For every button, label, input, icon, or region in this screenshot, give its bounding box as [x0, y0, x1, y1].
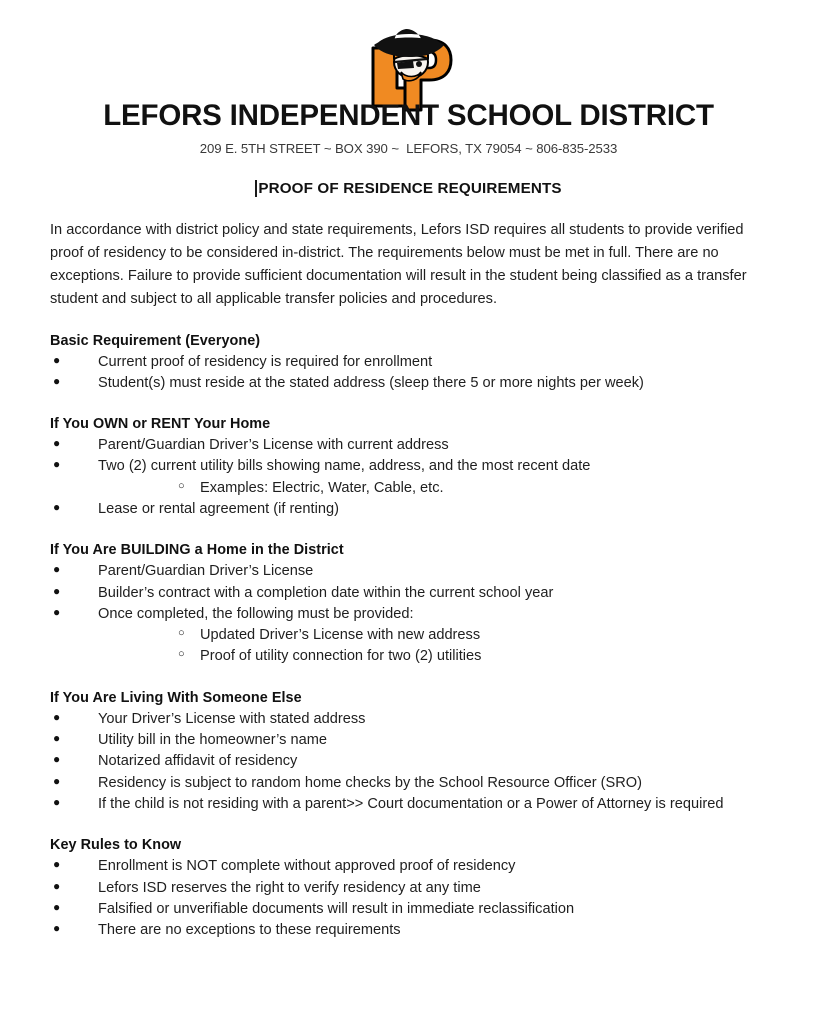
list-item [50, 773, 771, 794]
sections-container [50, 333, 771, 942]
requirement-section [50, 837, 771, 941]
list-item [50, 878, 771, 899]
hollow-bullet-icon: ○ [178, 627, 185, 640]
list-item [50, 604, 771, 625]
requirement-list [50, 709, 771, 815]
section-heading: If You Are BUILDING a Home in the District [50, 542, 344, 559]
bullet-icon: ● [53, 899, 61, 914]
list-item [50, 352, 771, 373]
list-item-text: Student(s) must reside at the stated address (sleep there 5 or more nights per week) [98, 374, 644, 391]
list-item [50, 456, 771, 477]
bullet-icon: ● [53, 604, 61, 619]
hollow-bullet-icon: ○ [178, 648, 185, 661]
sub-list-item [50, 646, 771, 667]
sub-list-item [50, 478, 771, 499]
document-title-row [0, 180, 817, 197]
bullet-icon: ● [53, 709, 61, 724]
list-item-text: Your Driver’s License with stated address [98, 710, 366, 727]
list-item-text: Builder’s contract with a completion date within the current school year [98, 584, 554, 601]
list-item-text: If the child is not residing with a parent>> Court documentation or a Power of Attorney is required [98, 795, 724, 812]
district-address-line: 209 E. 5TH STREET ~ BOX 390 ~ LEFORS, TX 79054 ~ 806-835-2533 [199, 141, 618, 157]
list-item [50, 499, 771, 520]
intro-paragraph: In accordance with district policy and state requirements, Lefors ISD requires all students to provide verified proof of residency to be considered in-district. The requirements below must be met in full. There are no exceptions. Failure to provide sufficient documentation will result in the student being classified as a transfer student and subject to all applicable transfer policies and procedures. [50, 222, 747, 307]
sub-list-item [50, 625, 771, 646]
list-item-text: There are no exceptions to these requirements [98, 922, 401, 939]
list-item-text: Updated Driver’s License with new address [200, 627, 481, 644]
text-cursor-caret [255, 180, 257, 197]
list-item-text: Once completed, the following must be provided: [98, 605, 414, 622]
district-logo-container [0, 0, 817, 100]
section-heading: If You OWN or RENT Your Home [50, 416, 271, 433]
list-item [50, 920, 771, 941]
bullet-icon: ● [53, 794, 61, 809]
list-item [50, 751, 771, 772]
list-item-text: Parent/Guardian Driver’s License with current address [98, 437, 449, 454]
bullet-icon: ● [53, 752, 61, 767]
requirement-section [50, 416, 771, 520]
bullet-icon: ● [53, 921, 61, 936]
list-item-text: Lefors ISD reserves the right to verify residency at any time [98, 879, 481, 896]
list-item-text: Two (2) current utility bills showing name, address, and the most recent date [98, 458, 591, 475]
list-item-text: Residency is subject to random home checks by the School Resource Officer (SRO) [98, 774, 642, 791]
bullet-icon: ● [53, 562, 61, 577]
bullet-icon: ● [53, 773, 61, 788]
list-item [50, 583, 771, 604]
requirement-list [50, 352, 771, 395]
district-name-title: LEFORS INDEPENDENT SCHOOL DISTRICT [103, 99, 714, 132]
list-item [50, 373, 771, 394]
bullet-icon: ● [53, 583, 61, 598]
section-heading: If You Are Living With Someone Else [50, 689, 302, 706]
bullet-icon: ● [53, 436, 61, 451]
requirement-section [50, 542, 771, 667]
list-item-text: Falsified or unverifiable documents will result in immediate reclassification [98, 900, 575, 917]
bullet-icon: ● [53, 878, 61, 893]
list-item [50, 899, 771, 920]
bullet-icon: ● [53, 352, 61, 367]
list-item-text: Notarized affidavit of residency [98, 753, 298, 770]
document-title: PROOF OF RESIDENCE REQUIREMENTS [258, 180, 562, 198]
list-item [50, 794, 771, 815]
list-item-text: Utility bill in the homeowner’s name [98, 732, 328, 749]
hollow-bullet-icon: ○ [178, 479, 185, 492]
requirement-list [50, 561, 771, 667]
list-item [50, 856, 771, 877]
requirement-list [50, 435, 771, 520]
bullet-icon: ● [53, 457, 61, 472]
bullet-icon: ● [53, 731, 61, 746]
requirement-section [50, 333, 771, 395]
list-item-text: Proof of utility connection for two (2) utilities [200, 648, 482, 665]
list-item [50, 561, 771, 582]
list-item-text: Parent/Guardian Driver’s License [98, 563, 314, 580]
list-item [50, 709, 771, 730]
bullet-icon: ● [53, 499, 61, 514]
list-item-text: Enrollment is NOT complete without approved proof of residency [98, 858, 516, 875]
section-heading: Basic Requirement (Everyone) [50, 332, 261, 349]
list-item [50, 435, 771, 456]
requirement-section [50, 690, 771, 815]
document-content [0, 197, 817, 941]
list-item [50, 730, 771, 751]
list-item-text: Current proof of residency is required for enrollment [98, 353, 433, 370]
list-item-text: Examples: Electric, Water, Cable, etc. [200, 479, 444, 496]
section-heading: Key Rules to Know [50, 837, 182, 854]
bullet-icon: ● [53, 373, 61, 388]
list-item-text: Lease or rental agreement (if renting) [98, 500, 339, 517]
bullet-icon: ● [53, 857, 61, 872]
requirement-list [50, 856, 771, 941]
